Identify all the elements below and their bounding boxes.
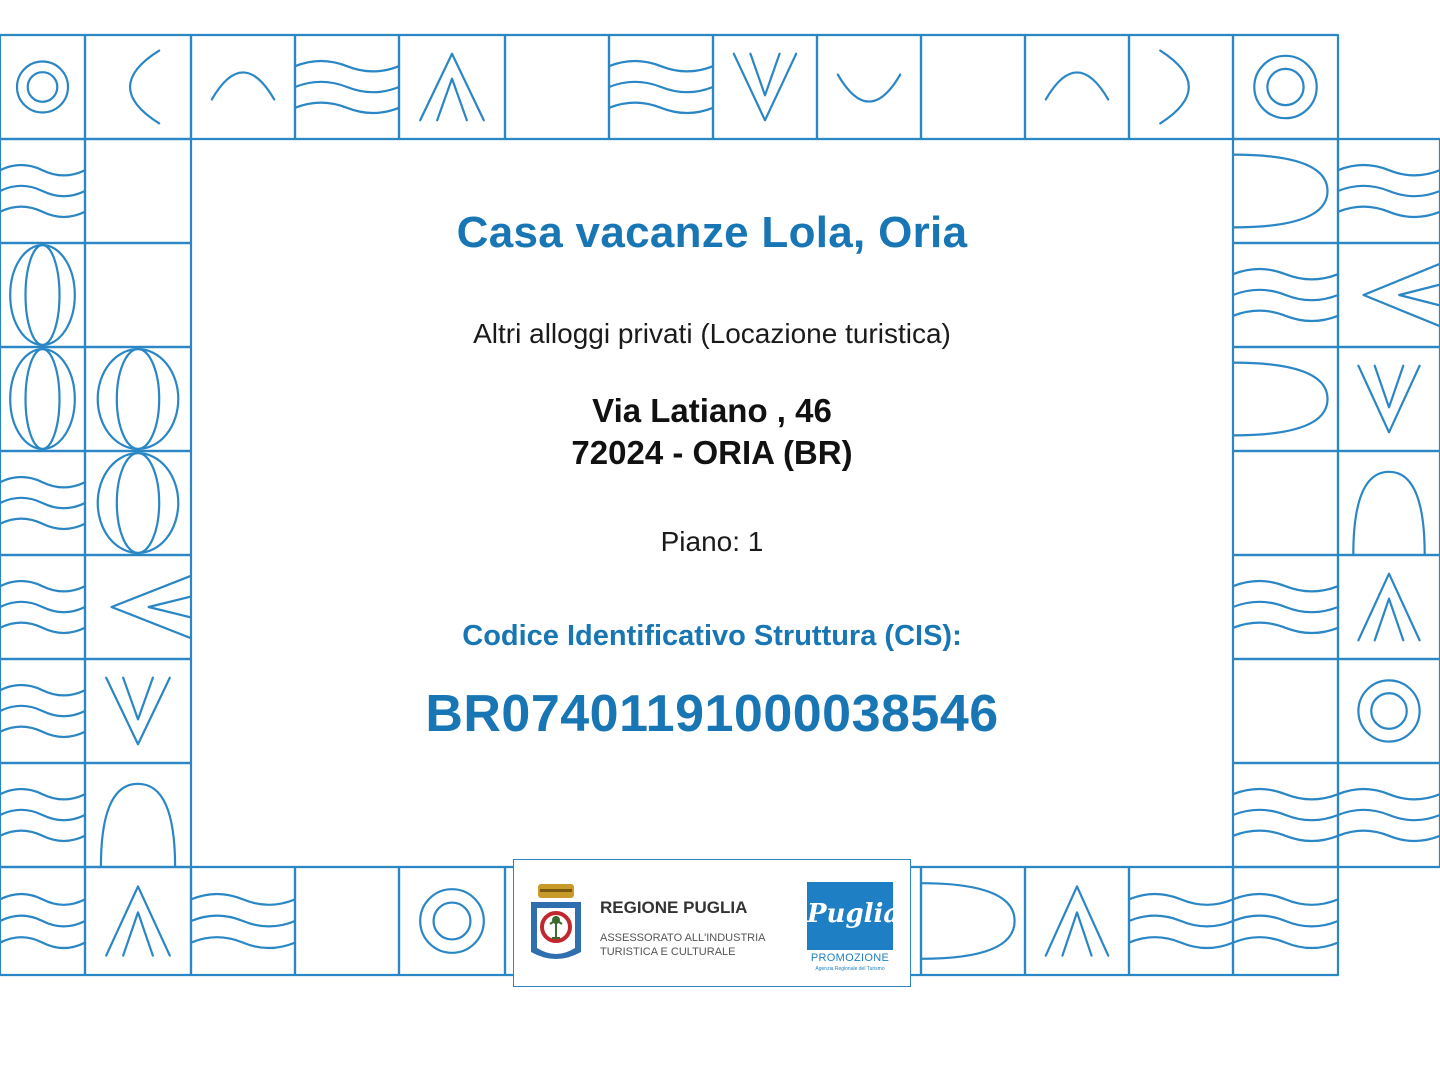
tile-chevron-up-inner [123, 912, 153, 955]
tile-wave-line [0, 602, 85, 612]
tile-chevron-down-inner [123, 678, 153, 720]
tile-right-arc [1160, 51, 1189, 124]
frame-tile [1338, 347, 1440, 451]
frame-tile [713, 35, 817, 139]
frame-tile [399, 35, 505, 139]
tile-dome [101, 784, 175, 867]
regione-puglia-coat-of-arms-icon [528, 880, 584, 972]
frame-tile [1233, 35, 1338, 139]
tile-wave-line [609, 103, 713, 113]
tile-oval-outer [10, 349, 75, 449]
tile-chevron-up-inner [1062, 912, 1091, 955]
tile-ring-outer [420, 889, 484, 953]
frame-tile [1025, 867, 1129, 975]
tile-wave-line [0, 706, 85, 716]
frame-tile [85, 555, 191, 659]
floor-number: Piano: 1 [660, 526, 764, 557]
tile-wave-line [295, 82, 399, 92]
tile-wave-line [1233, 831, 1338, 841]
frame-tile [85, 867, 191, 975]
tile-wave-line [0, 581, 85, 591]
tile-dome [1353, 472, 1424, 555]
tile-ring-inner [28, 72, 58, 102]
certificate-panel [191, 140, 1233, 868]
tile-ring-inner [1371, 693, 1406, 728]
tile-wave-line [0, 498, 85, 508]
tile-arch-line [212, 72, 274, 99]
tile-wave-line [0, 186, 85, 196]
tile-oval-inner [117, 349, 159, 449]
tile-wave-line [0, 894, 85, 905]
tile-half-disc [921, 883, 1015, 959]
frame-tile [1338, 659, 1440, 763]
tile-half-disc [1233, 155, 1328, 228]
regione-name: REGIONE PUGLIA [600, 898, 748, 917]
frame-tile [191, 35, 295, 139]
tile-wave-line [0, 810, 85, 820]
tile-oval-inner [26, 245, 60, 345]
tile-ring-inner [1267, 69, 1303, 105]
tile-left-chevron-inner [149, 597, 191, 618]
tile-chevron-down [734, 54, 796, 121]
tile-wave-line [1233, 916, 1338, 927]
tile-wave-line [1338, 789, 1440, 799]
cis-code: BR07401191000038546 [425, 685, 999, 743]
tile-wave-line [609, 61, 713, 71]
sponsor-logos [513, 859, 911, 987]
frame-tile [295, 867, 399, 975]
frame-tile [1129, 35, 1233, 139]
tile-chevron-down-inner [1375, 366, 1404, 408]
promozione-label: PROMOZIONE [810, 952, 890, 964]
tile-oval-inner [117, 453, 159, 553]
tile-wave-line [1338, 831, 1440, 841]
tile-chevron-down-inner [750, 54, 779, 96]
tile-wave-line [1233, 602, 1338, 612]
tile-wave-line [295, 61, 399, 71]
puglia-promozione-logo: Puglia [807, 882, 893, 950]
tile-oval-outer [98, 349, 179, 449]
frame-tile [817, 35, 921, 139]
tile-chevron-up [106, 886, 170, 955]
tile-wave-line [191, 894, 295, 905]
tile-wave-line [191, 937, 295, 948]
tile-wave-line [1129, 894, 1233, 905]
frame-tile [399, 867, 505, 975]
tile-wave-line [1233, 937, 1338, 948]
frame-tile [921, 35, 1025, 139]
frame-tile [1338, 555, 1440, 659]
tile-wave-line [1338, 810, 1440, 820]
tile-wave-line [1233, 789, 1338, 799]
tile-wave-line [0, 727, 85, 737]
tile-oval-inner [26, 349, 60, 449]
tile-smile-line [838, 75, 900, 102]
tile-wave-line [1233, 581, 1338, 591]
tile-left-chevron-inner [1399, 285, 1440, 306]
promozione-subtitle: Agenzia Regionale del Turismo [815, 966, 885, 972]
tile-wave-line [1233, 311, 1338, 321]
tile-wave-line [0, 831, 85, 841]
tile-wave-line [1129, 937, 1233, 948]
tile-left-arc [130, 51, 159, 124]
tile-wave-line [1338, 207, 1440, 217]
tile-wave-line [191, 916, 295, 927]
frame-tile [1233, 451, 1338, 555]
address-street: Via Latiano , 46 [592, 392, 832, 429]
frame-tile [0, 243, 85, 347]
frame-tile [85, 659, 191, 763]
tile-chevron-down [1358, 366, 1419, 433]
tile-wave-line [0, 789, 85, 799]
tile-wave-line [0, 937, 85, 948]
frame-tile [85, 451, 191, 555]
tile-ring-outer [1358, 680, 1419, 741]
tile-wave-line [295, 103, 399, 113]
regione-department-line2: TURISTICA E CULTURALE [600, 946, 736, 958]
tile-chevron-up [1046, 886, 1108, 955]
tile-chevron-up [1358, 574, 1419, 641]
address-city: 72024 - ORIA (BR) [571, 434, 853, 471]
accommodation-type: Altri alloggi privati (Locazione turistica) [473, 318, 951, 349]
tile-wave-line [1129, 916, 1233, 927]
frame-tile [85, 139, 191, 243]
cis-label: Codice Identificativo Struttura (CIS): [462, 620, 962, 652]
regione-department-line1: ASSESSORATO ALL'INDUSTRIA [600, 932, 766, 944]
tile-wave-line [0, 477, 85, 487]
tile-wave-line [0, 623, 85, 633]
tile-wave-line [1233, 290, 1338, 300]
frame-tile [85, 35, 191, 139]
tile-wave-line [1233, 810, 1338, 820]
frame-tile [1025, 35, 1129, 139]
frame-tile [505, 35, 609, 139]
tile-wave-line [1338, 165, 1440, 175]
frame-tile [1338, 243, 1440, 347]
tile-ring-outer [17, 62, 68, 113]
tile-wave-line [0, 916, 85, 927]
tile-wave-line [1338, 186, 1440, 196]
tile-wave-line [0, 165, 85, 175]
tile-wave-line [1233, 623, 1338, 633]
tile-wave-line [609, 82, 713, 92]
tile-half-disc [1233, 363, 1328, 436]
tile-oval-outer [98, 453, 179, 553]
tile-wave-line [1233, 894, 1338, 905]
tile-wave-line [0, 207, 85, 217]
tile-chevron-up-inner [1375, 599, 1404, 641]
frame-tile [85, 243, 191, 347]
frame-tile [85, 347, 191, 451]
tile-ring-outer [1254, 56, 1316, 118]
property-title: Casa vacanze Lola, Oria [456, 208, 968, 257]
frame-tile [0, 347, 85, 451]
tile-wave-line [1233, 269, 1338, 279]
tile-oval-outer [10, 245, 75, 345]
tile-wave-line [0, 685, 85, 695]
tile-arch-line [1046, 72, 1108, 99]
tile-wave-line [0, 519, 85, 529]
tile-ring-inner [434, 903, 471, 940]
tile-chevron-up-inner [437, 79, 467, 121]
tile-chevron-down [106, 678, 170, 745]
frame-tile [1233, 659, 1338, 763]
frame-tile [0, 35, 85, 139]
tile-chevron-up [420, 54, 484, 121]
